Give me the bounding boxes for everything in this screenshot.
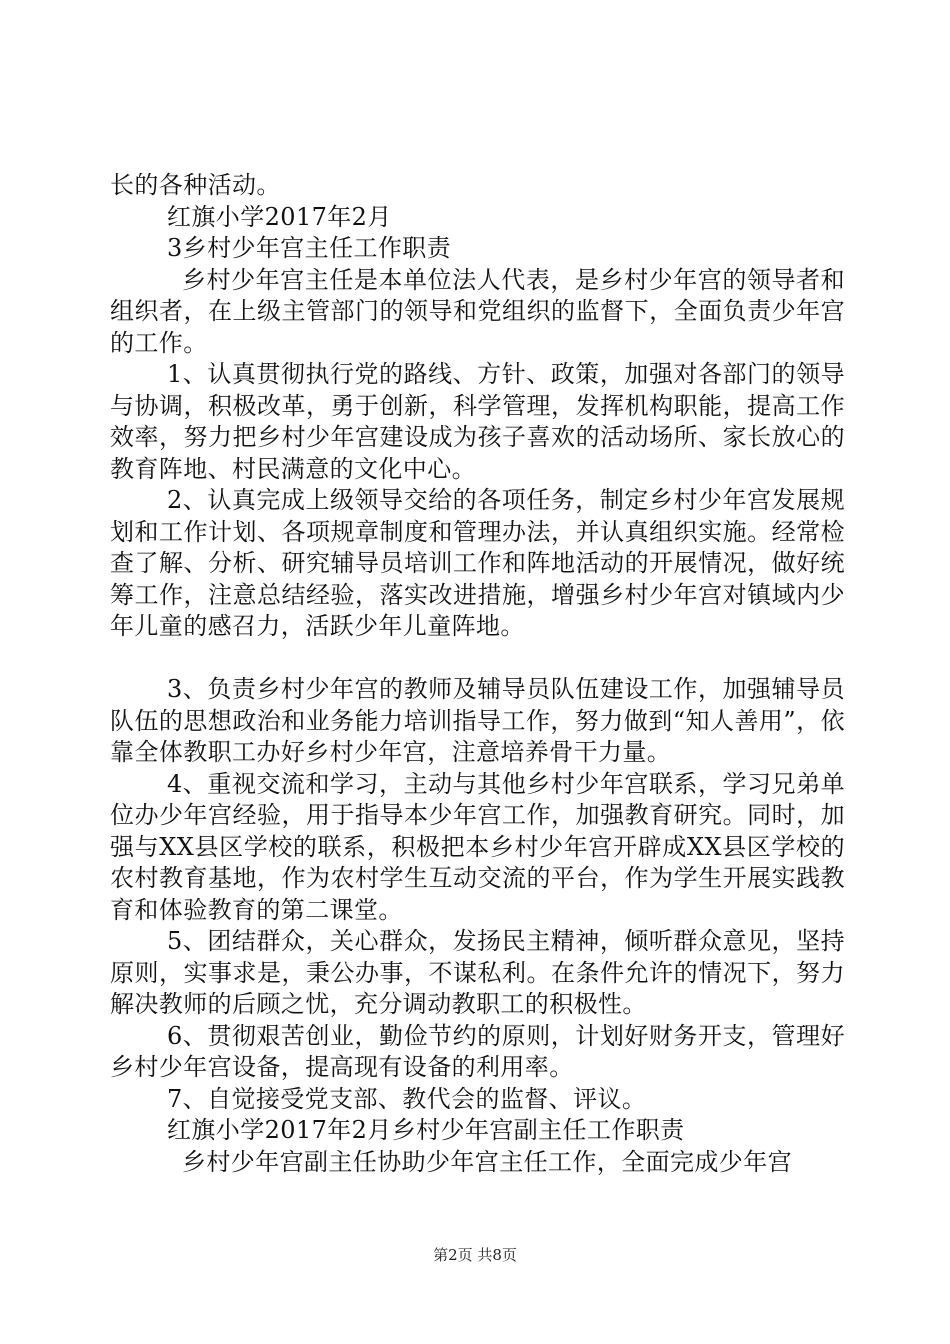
duty-item-3: 3、负责乡村少年宫的教师及辅导员队伍建设工作，加强辅导员队伍的思想政治和业务能力培训指导工作，努力做到“知人善用”，依靠全体教职工办好乡村少年宫，注意培养骨干力量。 (110, 675, 845, 766)
intro-paragraph: 乡村少年宫主任是本单位法人代表，是乡村少年宫的领导者和组织者，在上级主管部门的领导和党组织的监督下，全面负责少年宫的工作。 (110, 265, 845, 357)
section-heading: 3乡村少年宫主任工作职责 (167, 234, 452, 262)
signature-date-line: 红旗小学2017年2月 (167, 202, 392, 231)
duty-item-1: 1、认真贯彻执行党的路线、方针、政策，加强对各部门的领导与协调，积极改革，勇于创新，科学管理，发挥机构职能，提高工作效率，努力把乡村少年宫建设成为孩子喜欢的活动场所、家长放心的教育阵地、村民满意的文化中心。 (110, 360, 845, 483)
next-section-intro: 乡村少年宫副主任协助少年宫主任工作，全面完成少年宫 (182, 1147, 792, 1176)
duty-item-7: 7、自觉接受党支部、教代会的监督、评议。 (167, 1084, 647, 1113)
page-footer: 第2页 共8页 (433, 1246, 517, 1264)
duty-item-4: 4、重视交流和学习，主动与其他乡村少年宫联系，学习兄弟单位办少年宫经验，用于指导本少年宫工作，加强教育研究。同时，加强与XX县区学校的联系，积极把本乡村少年宫开辟成XX县区学校的农村教育基地，作为农村学生互动交流的平台，作为学生开展实践教育和体验教育的第二课堂。 (110, 769, 845, 924)
duty-item-2: 2、认真完成上级领导交给的各项任务，制定乡村少年宫发展规划和工作计划、各项规章制度和管理办法，并认真组织实施。经常检查了解、分析、研究辅导员培训工作和阵地活动的开展情况，做好统筹工作，注意总结经验，落实改进措施，增强乡村少年宫对镇域内少年儿童的感召力，活跃少年儿童阵地。 (110, 486, 845, 640)
paragraph-continuation: 长的各种活动。 (110, 171, 281, 199)
signature-and-next-heading: 红旗小学2017年2月乡村少年宫副主任工作职责 (167, 1116, 685, 1144)
document-body (110, 170, 845, 1178)
duty-item-6: 6、贯彻艰苦创业，勤俭节约的原则，计划好财务开支，管理好乡村少年宫设备，提高现有设备的利用率。 (110, 1021, 845, 1081)
duty-item-5: 5、团结群众，关心群众，发扬民主精神，倾听群众意见，坚持原则，实事求是，秉公办事，不谋私利。在条件允许的情况下，努力解决教师的后顾之忧，充分调动教职工的积极性。 (110, 927, 845, 1018)
